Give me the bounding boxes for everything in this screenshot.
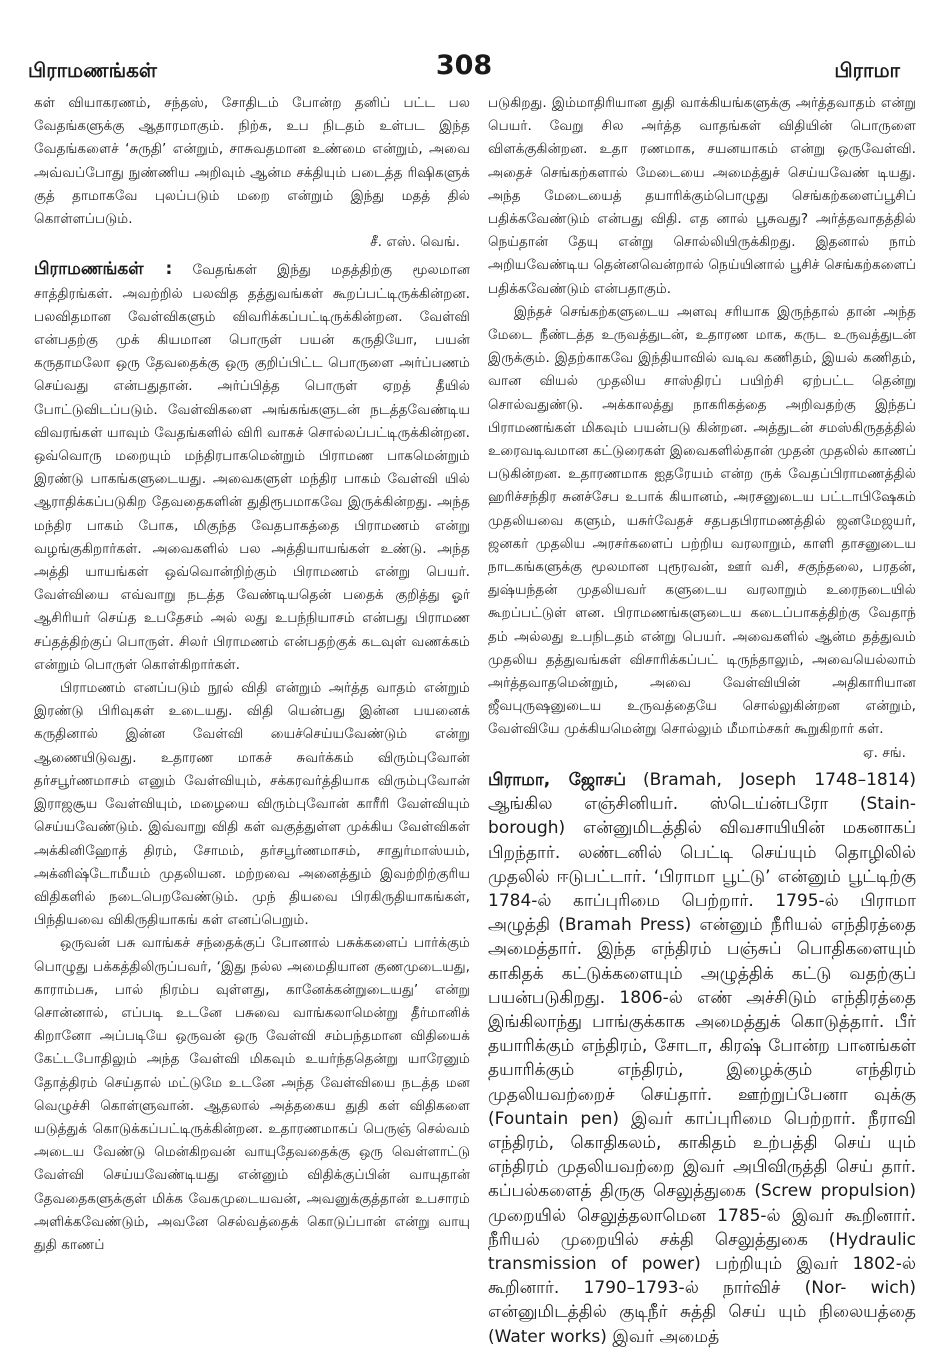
paragraph: பிராமணம் எனப்படும் நூல் விதி என்றும் அர்த்த வாதம் என்றும் இரண்டு பிரிவுகள் உடையது. விதி யென்பது இன்ன பயனைக் கருதினால் இன்ன வேள்வி யைச்செய்யவேண்டும் என்று ஆணையிடுவது. உதாரண மாகச் சுவர்க்கம் விரும்புவோன் தர்சபூர்ணமாசம் எனும் வேள்வியும், சக்கரவர்த்தியாக விரும்புவோன் இராஜசூய வேள்வியும், மழையை விரும்புவோன் காரீரி வேள்வியும் செய்யவேண்டும். இவ்வாறு விதி கள் வகுத்துள்ள முக்கிய வேள்விகள் அக்கினிஹோத் திரம், சோமம், தர்சபூர்ணமாசம், சாதுர்மாஸ்யம், அக்னிஷ்டோமீயம் முதலியன. மற்றவை அனைத்தும் இவற்றிற்குரிய விதிகளில் நடைபெறவேண்டும். முந் தியவை பிரகிருதியாகங்கள், பிந்தியவை விகிருதியாகங் கள் எனப்பெறும். <box>34 680 470 929</box>
author-signature: ஏ. சங். <box>863 744 906 761</box>
running-head-left: பிராமணங்கள் <box>28 58 157 82</box>
author-signature: சீ. எஸ். வெங். <box>370 234 460 251</box>
entry-headword: பிராமா, ஜோசப் <box>488 769 626 790</box>
paragraph-continued: கள் வியாகரணம், சந்தஸ், சோதிடம் போன்ற தனிப் பட்ட பல வேதங்களுக்கு ஆதாரமாகும். நிற்க, உப நிடதம் உள்பட இந்த வேதங்களைச் ‘சுருதி’ என்றும், சாசுவதமான உண்மை என்றும், அவை அவ்வப்போது நுண்ணிய அறிவும் ஆன்ம சக்தியும் படைத்த ரிஷிகளுக் குத் தாமாகவே புலப்படும் மறை என்றும் இந்து மதத் தில் கொள்ளப்படும். <box>34 95 470 228</box>
paragraph: இந்தச் செங்கற்களுடைய அளவு சரியாக இருந்தால் தான் அந்த மேடை நீண்டத்த உருவத்துடன், உதாரண மாக, கருட உருவத்துடன் இருக்கும். இதற்காகவே இந்தியாவில் வடிவ கணிதம், இயல் கணிதம், வான வியல் முதலிய சாஸ்திரப் பயிற்சி ஏற்பட்ட தென்று சொல்வதுண்டு. அக்காலத்து நாகரிகத்தை அறிவதற்கு இந்தப் பிராமணங்கள் மிகவும் பயன்படு கின்றன. அத்துடன் சமஸ்கிருதத்தில் உரைவடிவமான கட்டுரைகள் இவைகளில்தான் முதன் முதலில் காணப் படுகின்றன. உதாரணமாக ஐதரேயம் என்ற ருக் வேதப்பிராமணத்தில் ஹரிச்சந்திர சுனச்சேப உபாக் கியானம், அரசனுடைய பட்டாபிஷேகம் முதலியவை களும், யசுர்வேதச் சதபதபிராமணத்தில் ஜனமேஜயர், ஜனகர் முதலிய அரசர்களைப் பற்றிய வரலாறும், காளி தாசனுடைய நாடகங்களுக்கு மூலமான புரூரவன், ஊர் வசி, சகுந்தலை, பரதன், துஷ்யந்தன் முதலியவர் களுடைய வரலாறும் உரைநடையில் கூறப்பட்டுள் ளன. பிராமணங்களுடைய கடைப்பாகத்திற்கு வேதாந் தம் அல்லது உபநிடதம் என்று பெயர். அவைகளில் ஆன்ம தத்துவம் முதலிய தத்துவங்கள் விசாரிக்கப்பட் டிருந்தாலும், அவையெல்லாம் அர்த்தவாதமென்றும், அவை வேள்வியின் அதிகாரியான ஜீவபுருஷனுடைய உருவத்தையே சொல்லுகின்றன என்றும், வேள்வியே முக்கியமென்று சொல்லும் மீமாம்சகர் கூறுகிறார் கள். <box>488 303 916 738</box>
paragraph: ஒருவன் பசு வாங்கச் சந்தைக்குப் போனால் பசுக்களைப் பார்க்கும் பொழுது பக்கத்திலிருப்பவர், ‘இது நல்ல அமைதியான குணமுடையது, காராம்பசு, பால் நிரம்ப வுள்ளது, கானேக்கன்றுடையது’ என்று சொன்னால், எப்படி உடனே பசுவை வாங்கலாமென்று தீர்மானிக் கிறானோ அப்படியே ஒருவன் ஒரு வேள்வி சம்பந்தமான விதியைக் கேட்டபோதிலும் அந்த வேள்வி மிகவும் உயர்ந்ததென்று யாரேனும் தோத்திரம் செய்தால் மட்டுமே உடனே அந்த வேள்வியை நடத்த மன வெழுச்சி கொள்ளுவான். ஆதலால் அத்தகைய துதி கள் விதிகளை யடுத்துக் கொடுக்கப்பட்டிருக்கின்றன. உதாரணமாகப் பெருஞ் செல்வம் அடைய வேண்டு மென்கிறவன் வாயுதேவதைக்கு ஒரு வெள்ளாட்டு வேள்வி செய்யவேண்டியது என்னும் விதிக்குப்பின் வாயுதான் தேவதைகளுக்குள் மிக்க வேகமுடையவன், அவனுக்குத்தான் உபசாரம் அளிக்கவேண்டும், அவனே செல்வத்தைக் கொடுப்பான் என்று வாயு துதி காணப் <box>34 935 470 1253</box>
entry-headword: பிராமணங்கள் : <box>34 259 173 280</box>
entry-paragraph: பிராமா, ஜோசப் (Bramah, Joseph 1748–1814) ஆங்கில எஞ்சினியர். ஸ்டெய்ன்பரோ (Stain- borough) என்னுமிடத்தில் விவசாயியின் மகனாகப் பிறந்தார். லண்டனில் பெட்டி செய்யும் தொழிலில் முதலில் ஈடுபட்டார். ‘பிராமா பூட்டு’ என்னும் பூட்டிற்கு 1784-ல் காப்புரிமை பெற்றார். 1795-ல் பிராமா அழுத்தி (Bramah Press) என்னும் நீரியல் எந்திரத்தை அமைத்தார். இந்த எந்திரம் பஞ்சுப் பொதிகளையும் காகிதக் கட்டுக்களையும் அழுத்திக் கட்டு வதற்குப் பயன்படுகிறது. 1806-ல் எண் அச்சிடும் எந்திரத்தை இங்கிலாந்து பாங்குக்காக அமைத்துக் கொடுத்தார். பீர் தயாரிக்கும் எந்திரம், சோடா, கிரஷ் போன்ற பானங்கள் தயாரிக்கும் எந்திரம், இழைக்கும் எந்திரம் முதலியவற்றைச் செய்தார். ஊற்றுப்பேனா வுக்கு (Fountain pen) இவர் காப்புரிமை பெற்றார். நீராவி எந்திரம், கொதிகலம், காகிதம் உற்பத்தி செய் யும் எந்திரம் முதலியவற்றை இவர் அபிவிருத்தி செய் தார். கப்பல்களைத் திருகு செலுத்துகை (Screw propulsion) முறையில் செலுத்தலாமென 1785-ல் இவர் கூறினார். நீரியல் முறையில் சக்தி செலுத்துகை (Hydraulic transmission of power) பற்றியும் இவர் 1802-ல் கூறினார். 1790–1793-ல் நார்விச் (Nor- wich) என்னுமிடத்தில் குடிநீர் சுத்தி செய் யும் நிலையத்தை (Water works) இவர் அமைத் <box>488 769 916 1347</box>
running-head-right: பிராமா <box>834 58 900 82</box>
entry-paragraph: பிராமணங்கள் : வேதங்கள் இந்து மதத்திற்கு மூலமான சாத்திரங்கள். அவற்றில் பலவித தத்துவங்கள் கூறப்பட்டிருக்கின்றன. பலவிதமான வேள்விகளும் விவரிக்கப்பட்டிருக்கின்றன. வேள்வி என்பதற்கு முக் கியமான பொருள் பயன் கருதியோ, பயன் கருதாமலோ ஒரு தேவதைக்கு ஒரு குறிப்பிட்ட பொருளை அர்ப்பணம் செய்வது என்பதுதான். அர்ப்பித்த பொருள் ஏறத் தீயில் போட்டுவிடப்படும். வேள்விகளை அங்கங்களுடன் நடத்தவேண்டிய விவரங்கள் யாவும் வேதங்களில் விரி வாகச் சொல்லப்பட்டிருக்கின்றன. ஒவ்வொரு மறையும் மந்திரபாகமென்றும் பிராமண பாகமென்றும் இரண்டு பாகங்களுடையது. அவைகளுள் மந்திர பாகம் வேள்வி யில் ஆராதிக்கப்படுகிற தேவதைகளின் துதிரூபமாகவே இருக்கின்றது. அந்த மந்திர பாகம் போக, மிகுந்த வேதபாகத்தை பிராமணம் என்று வழங்குகிறார்கள். அவைகளில் பல அத்தியாயங்கள் உண்டு. அந்த அத்தி யாயங்கள் ஒவ்வொன்றிற்கும் பிராமணம் என்று பெயர். வேள்வியை எவ்வாறு நடத்த வேண்டியதென் பதைக் குறித்து ஓர் ஆசிரியர் செய்த உபதேசம் அல் லது உபந்நியாசம் என்பது பிராமண சப்தத்திற்குப் பொருள். சிலர் பிராமணம் என்பதற்குக் கடவுள் வணக்கம் என்றும் பொருள் கொள்கிறார்கள். <box>34 259 470 673</box>
page-number: 308 <box>435 50 493 81</box>
paragraph-continued: படுகிறது. இம்மாதிரியான துதி வாக்கியங்களுக்கு அர்த்தவாதம் என்று பெயர். வேறு சில அர்த்த வாதங்கள் விதியின் பொருளை விளக்குகின்றன. உதா ரணமாக, சயனயாகம் என்று ஒருவேள்வி. அதைச் செங்கற்களால் மேடையை அமைத்துச் செய்யவேண் டியது. அந்த மேடையைத் தயாரிக்கும்பொழுது செங்கற்களைப்பூசிப் பதிக்கவேண்டும் என்பது விதி. எத னால் பூசுவது? அர்த்தவாதத்தில் நெய்தான் தேயு என்று சொல்லியிருக்கிறது. இதனால் நாம் அறியவேண்டிய தென்னவென்றால் நெய்யினால் பூசிச் செங்கற்களைப் பதிக்கவேண்டும் என்பதாகும். <box>488 95 916 297</box>
running-header <box>28 50 900 86</box>
right-column <box>488 92 916 1347</box>
left-column <box>34 92 470 1324</box>
